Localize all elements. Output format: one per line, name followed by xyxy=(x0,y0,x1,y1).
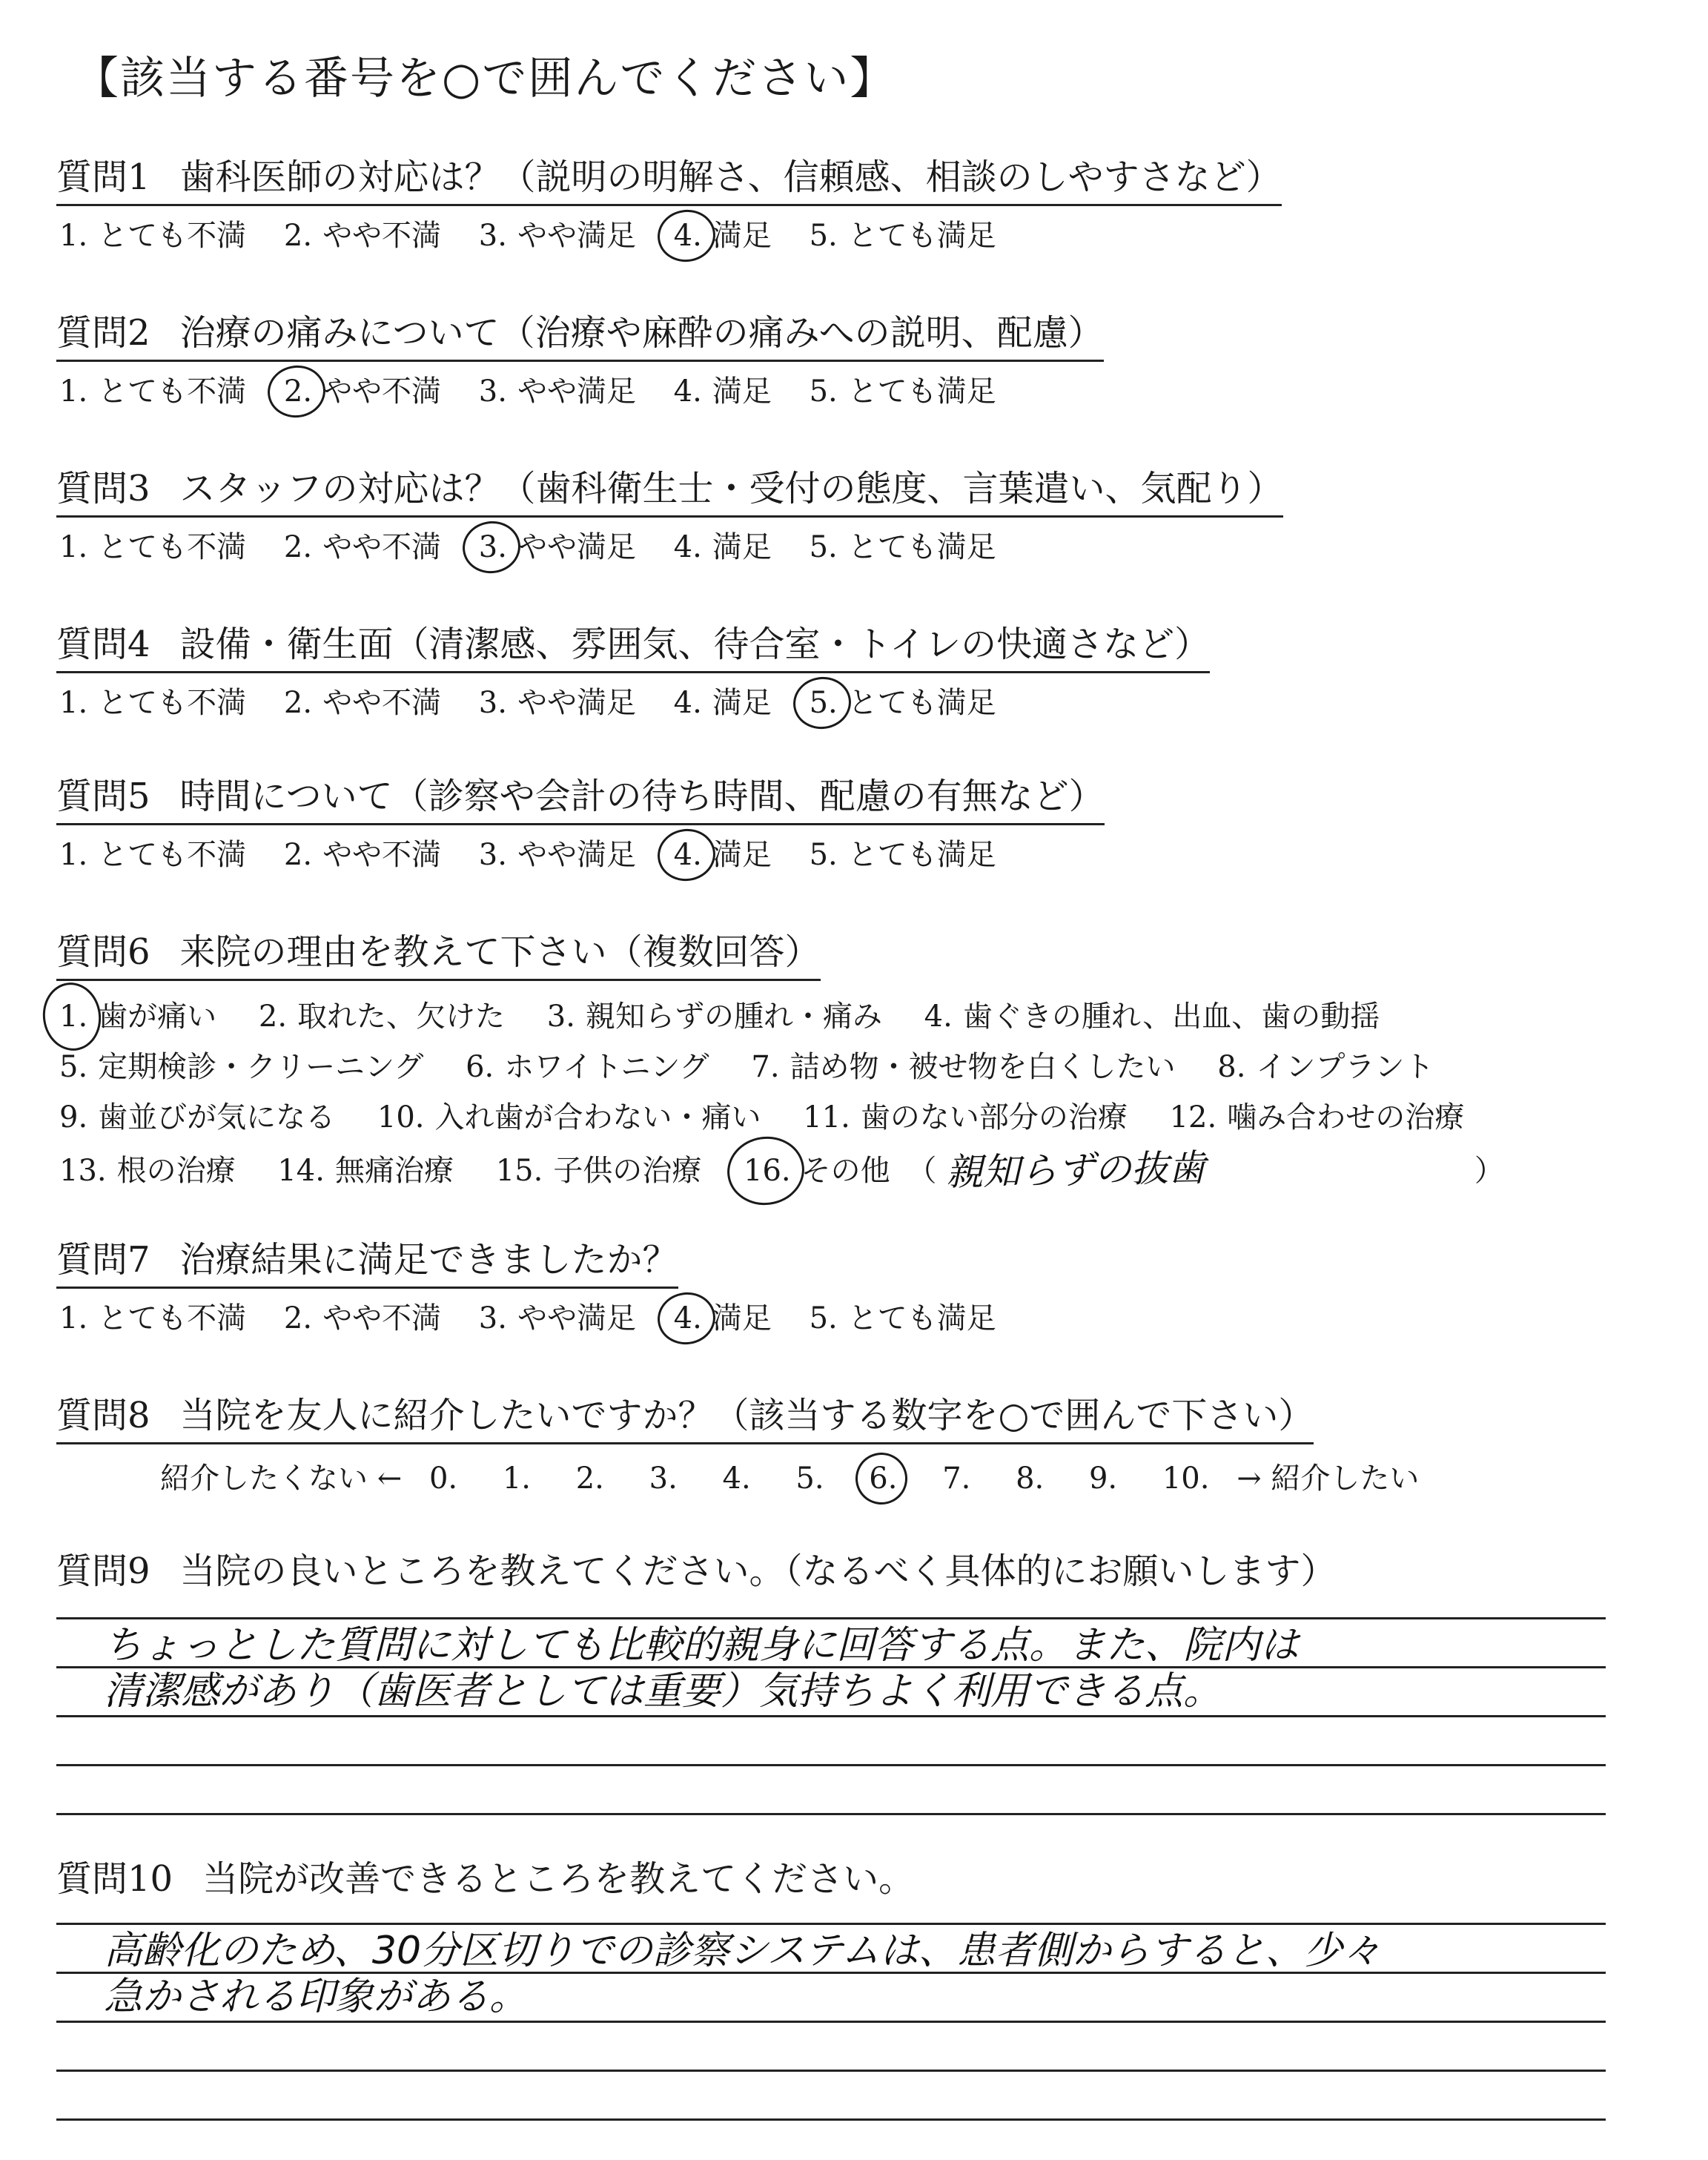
option-5[interactable] xyxy=(807,368,996,410)
question-number: 質問6 xyxy=(56,931,150,973)
option-row xyxy=(56,991,1672,1042)
option-number: 4. xyxy=(673,686,702,720)
option-number: 7. xyxy=(751,1050,780,1084)
option-6[interactable] xyxy=(463,1042,709,1092)
option-label: やや満足 xyxy=(517,374,636,409)
option-number: 10. xyxy=(377,1100,425,1135)
question-3 xyxy=(56,460,1672,566)
option-label: やや不満 xyxy=(322,838,442,872)
option-label: やや不満 xyxy=(322,374,442,409)
scale-right-label: → 紹介したい xyxy=(1237,1462,1420,1496)
option-15[interactable] xyxy=(493,1146,702,1196)
option-5[interactable] xyxy=(807,524,996,566)
option-10[interactable] xyxy=(374,1092,761,1143)
option-label: とても満足 xyxy=(847,838,996,872)
question-7-title xyxy=(56,1231,678,1289)
scale-value[interactable]: 10. xyxy=(1162,1462,1210,1496)
option-label: 満足 xyxy=(712,838,772,872)
scale-value[interactable]: 9. xyxy=(1088,1462,1118,1496)
option-13[interactable] xyxy=(56,1146,236,1196)
option-number-circled: 2. xyxy=(281,374,315,409)
question-2 xyxy=(56,304,1672,410)
question-number: 質問9 xyxy=(56,1550,150,1592)
option-1[interactable] xyxy=(56,991,216,1042)
option-label: 子供の治療 xyxy=(553,1154,702,1188)
question-number: 質問3 xyxy=(56,468,150,509)
scale-left-label: 紹介したくない ← xyxy=(160,1462,403,1496)
question-8-title xyxy=(56,1387,1314,1444)
question-number: 質問4 xyxy=(56,624,150,665)
scale-value[interactable]: 8. xyxy=(1016,1462,1045,1496)
page-title: 【該当する番号を○で囲んでください】 xyxy=(74,53,896,105)
option-number-circled: 4. xyxy=(671,219,705,253)
question-6-options xyxy=(56,991,1672,1196)
option-label: とても不満 xyxy=(98,374,247,409)
option-label: 満足 xyxy=(712,1301,772,1335)
option-label: やや満足 xyxy=(517,686,636,720)
option-number: 6. xyxy=(466,1050,494,1084)
option-2[interactable] xyxy=(281,212,441,254)
question-text: スタッフの対応は？（歯科衛生士・受付の態度、言葉遣い、気配り） xyxy=(179,468,1283,509)
option-4[interactable] xyxy=(671,831,772,873)
ruled-line xyxy=(56,2072,1606,2121)
option-11[interactable] xyxy=(800,1092,1128,1143)
option-number: 2. xyxy=(283,530,313,564)
option-number-circled: 4. xyxy=(671,838,705,872)
option-number: 1. xyxy=(59,1301,88,1335)
option-number: 2. xyxy=(258,1000,288,1034)
option-3[interactable] xyxy=(476,679,636,721)
option-number: 3. xyxy=(478,686,507,720)
question-text: 治療の痛みについて（治療や麻酔の痛みへの説明、配慮） xyxy=(179,312,1104,354)
option-1[interactable] xyxy=(56,212,246,254)
option-3[interactable] xyxy=(476,1295,636,1337)
option-label: 入れ歯が合わない・痛い xyxy=(434,1100,761,1135)
question-text: 歯科医師の対応は？（説明の明解さ、信頼感、相談のしやすさなど） xyxy=(179,156,1282,198)
question-number: 質問7 xyxy=(56,1239,150,1281)
question-5-title xyxy=(56,767,1105,825)
question-1 xyxy=(56,148,1672,254)
question-8 xyxy=(56,1387,1672,1497)
option-label: 取れた、欠けた xyxy=(297,1000,506,1034)
question-4 xyxy=(56,615,1672,721)
option-3[interactable] xyxy=(476,212,636,254)
option-number: 1. xyxy=(59,219,88,253)
option-5[interactable] xyxy=(56,1042,423,1092)
option-label: とても不満 xyxy=(98,1301,247,1335)
question-text: 当院を友人に紹介したいですか？（該当する数字を○で囲んで下さい） xyxy=(179,1395,1314,1436)
question-text: 時間について（診察や会計の待ち時間、配慮の有無など） xyxy=(179,776,1105,817)
option-label: やや満足 xyxy=(517,1301,636,1335)
option-5[interactable] xyxy=(807,831,996,873)
question-6 xyxy=(56,923,1672,1196)
option-2[interactable] xyxy=(281,679,441,721)
question-2-title xyxy=(56,304,1104,362)
question-4-options xyxy=(56,679,1672,721)
option-number: 4. xyxy=(924,1000,953,1034)
scale-value-circled[interactable]: 6. xyxy=(869,1462,898,1496)
option-1[interactable] xyxy=(56,524,246,566)
question-6-title xyxy=(56,923,821,981)
answer-line: ちょっとした質問に対しても比較的親身に回答する点。また、院内は xyxy=(104,1623,1300,1668)
option-label: とても不満 xyxy=(98,219,247,253)
option-label: 噛み合わせの治療 xyxy=(1227,1100,1465,1135)
option-number: 4. xyxy=(673,530,702,564)
ruled-line xyxy=(56,1766,1606,1815)
question-text: 当院が改善できるところを教えてください。 xyxy=(202,1858,915,1900)
question-10-answer[interactable] xyxy=(104,1928,1572,2020)
option-number: 1. xyxy=(59,838,88,872)
question-3-options xyxy=(56,524,1672,566)
question-text: 来院の理由を教えて下さい（複数回答） xyxy=(179,931,821,973)
option-number: 2. xyxy=(283,219,313,253)
question-2-options xyxy=(56,368,1672,410)
question-number: 質問2 xyxy=(56,312,150,354)
option-label: 親知らずの腫れ・痛み xyxy=(585,1000,882,1034)
option-number: 5. xyxy=(809,838,838,872)
option-label: 満足 xyxy=(712,686,772,720)
option-label: やや不満 xyxy=(322,219,442,253)
option-label: やや満足 xyxy=(517,530,636,564)
option-number: 15. xyxy=(495,1154,543,1188)
question-3-title xyxy=(56,460,1283,518)
option-2[interactable] xyxy=(256,991,505,1042)
option-label: とても不満 xyxy=(98,686,247,720)
option-label: やや不満 xyxy=(322,1301,442,1335)
option-label: やや満足 xyxy=(517,838,636,872)
option-number-circled: 5. xyxy=(807,686,841,720)
option-5[interactable] xyxy=(807,679,996,721)
option-4[interactable] xyxy=(671,1295,772,1337)
scale-value[interactable]: 7. xyxy=(942,1462,971,1496)
option-14[interactable] xyxy=(274,1146,454,1196)
option-number: 5. xyxy=(809,530,838,564)
answer-line: 急かされる印象がある。 xyxy=(104,1975,529,2019)
ruled-line xyxy=(56,1717,1606,1766)
option-number-circled: 16. xyxy=(741,1146,794,1196)
option-label: やや不満 xyxy=(322,686,442,720)
recommend-scale xyxy=(160,1455,1672,1497)
question-number: 質問5 xyxy=(56,776,150,817)
other-close-paren: ） xyxy=(1474,1154,1504,1188)
question-text: 当院の良いところを教えてください。（なるべく具体的にお願いします） xyxy=(179,1550,1337,1592)
option-number: 2. xyxy=(283,686,313,720)
option-number: 3. xyxy=(546,1000,575,1034)
option-5[interactable] xyxy=(807,1295,996,1337)
option-number: 12. xyxy=(1169,1100,1217,1135)
scale-value[interactable]: 3. xyxy=(649,1462,678,1496)
option-4[interactable] xyxy=(671,368,772,410)
option-number: 2. xyxy=(283,1301,313,1335)
option-number-circled: 3. xyxy=(476,530,510,564)
option-2[interactable] xyxy=(281,524,441,566)
option-4[interactable] xyxy=(921,991,1380,1042)
option-8[interactable] xyxy=(1214,1042,1434,1092)
scale-value[interactable]: 0. xyxy=(428,1462,458,1496)
option-label: とても満足 xyxy=(847,1301,996,1335)
option-number: 5. xyxy=(809,1301,838,1335)
option-row xyxy=(56,1042,1672,1092)
option-number: 8. xyxy=(1217,1050,1246,1084)
option-1[interactable] xyxy=(56,1295,246,1337)
option-label: 満足 xyxy=(712,219,772,253)
option-label: 定期検診・クリーニング xyxy=(98,1050,424,1084)
option-number: 5. xyxy=(59,1050,88,1084)
option-number: 5. xyxy=(809,374,838,409)
option-12[interactable] xyxy=(1167,1092,1465,1143)
option-2[interactable] xyxy=(281,1295,441,1337)
option-number: 14. xyxy=(277,1154,325,1188)
option-number: 3. xyxy=(478,219,507,253)
option-number: 2. xyxy=(283,838,313,872)
option-3[interactable] xyxy=(476,368,636,410)
option-label: とても不満 xyxy=(98,838,247,872)
option-1[interactable] xyxy=(56,368,246,410)
option-label: 歯ぐきの腫れ、出血、歯の動揺 xyxy=(962,1000,1380,1034)
option-1[interactable] xyxy=(56,679,246,721)
question-text: 治療結果に満足できましたか？ xyxy=(179,1239,678,1281)
question-5 xyxy=(56,767,1672,873)
option-4[interactable] xyxy=(671,679,772,721)
option-label: とても満足 xyxy=(847,530,996,564)
ruled-line xyxy=(56,1571,1606,1619)
option-2[interactable] xyxy=(281,831,441,873)
option-number: 5. xyxy=(809,219,838,253)
option-label: とても不満 xyxy=(98,530,247,564)
option-number-circled: 4. xyxy=(671,1301,705,1335)
question-7-options xyxy=(56,1295,1672,1337)
option-3[interactable] xyxy=(544,991,882,1042)
question-7 xyxy=(56,1231,1672,1337)
option-label: 満足 xyxy=(712,374,772,409)
question-4-title xyxy=(56,615,1210,673)
option-3[interactable] xyxy=(476,831,636,873)
answer-line: 清潔感があり（歯医者としては重要）気持ちよく利用できる点。 xyxy=(104,1669,1222,1714)
question-1-title xyxy=(56,148,1282,206)
option-1[interactable] xyxy=(56,831,246,873)
option-number: 3. xyxy=(478,1301,507,1335)
ruled-line xyxy=(56,1876,1606,1925)
option-label: とても満足 xyxy=(847,374,996,409)
scale-value[interactable]: 5. xyxy=(795,1462,824,1496)
option-number: 3. xyxy=(478,374,507,409)
question-1-options xyxy=(56,212,1672,254)
question-number: 質問10 xyxy=(56,1858,173,1900)
option-4[interactable] xyxy=(671,212,772,254)
ruled-line xyxy=(56,2023,1606,2072)
option-label: やや満足 xyxy=(517,219,636,253)
option-label: 歯が痛い xyxy=(98,1000,217,1034)
option-number: 4. xyxy=(673,374,702,409)
option-16[interactable] xyxy=(741,1146,890,1196)
answer-line: 高齢化のため、30分区切りでの診察システムは、患者側からすると、少々 xyxy=(104,1929,1381,1973)
scale-value[interactable]: 2. xyxy=(575,1462,604,1496)
option-number: 3. xyxy=(478,838,507,872)
option-label: とても満足 xyxy=(847,219,996,253)
option-number: 13. xyxy=(59,1154,107,1188)
option-3[interactable] xyxy=(476,524,636,566)
option-label: インプラント xyxy=(1256,1050,1434,1084)
option-label: 無痛治療 xyxy=(334,1154,454,1188)
option-row xyxy=(56,1143,1672,1196)
question-text: 設備・衛生面（清潔感、雰囲気、待合室・トイレの快適さなど） xyxy=(179,624,1211,665)
option-label: 詰め物・被せ物を白くしたい xyxy=(790,1050,1176,1084)
question-9-answer[interactable] xyxy=(104,1622,1572,1714)
question-number: 質問1 xyxy=(56,156,150,198)
option-label: 歯のない部分の治療 xyxy=(860,1100,1128,1135)
option-label: 満足 xyxy=(712,530,772,564)
option-7[interactable] xyxy=(748,1042,1175,1092)
option-9[interactable] xyxy=(56,1092,335,1143)
option-number: 1. xyxy=(59,530,88,564)
option-label: とても満足 xyxy=(847,686,996,720)
option-number-circled: 1. xyxy=(56,991,90,1042)
option-row xyxy=(56,1092,1672,1143)
option-number: 1. xyxy=(59,686,88,720)
option-label: ホワイトニング xyxy=(504,1050,709,1084)
option-label: その他 xyxy=(801,1154,890,1188)
question-5-options xyxy=(56,831,1672,873)
option-number: 11. xyxy=(803,1100,850,1135)
other-open-paren: （ xyxy=(907,1154,937,1188)
option-number: 1. xyxy=(59,374,88,409)
scale-value[interactable]: 4. xyxy=(722,1462,751,1496)
option-label: 根の治療 xyxy=(116,1154,236,1188)
question-number: 質問8 xyxy=(56,1395,150,1436)
option-label: やや不満 xyxy=(322,530,442,564)
option-4[interactable] xyxy=(671,524,772,566)
scale-value[interactable]: 1. xyxy=(502,1462,532,1496)
option-label: 歯並びが気になる xyxy=(98,1100,336,1135)
option-number: 9. xyxy=(59,1100,88,1135)
option-2[interactable] xyxy=(281,368,441,410)
other-answer-field[interactable]: 親知らずの抜歯 xyxy=(945,1146,1206,1195)
option-5[interactable] xyxy=(807,212,996,254)
